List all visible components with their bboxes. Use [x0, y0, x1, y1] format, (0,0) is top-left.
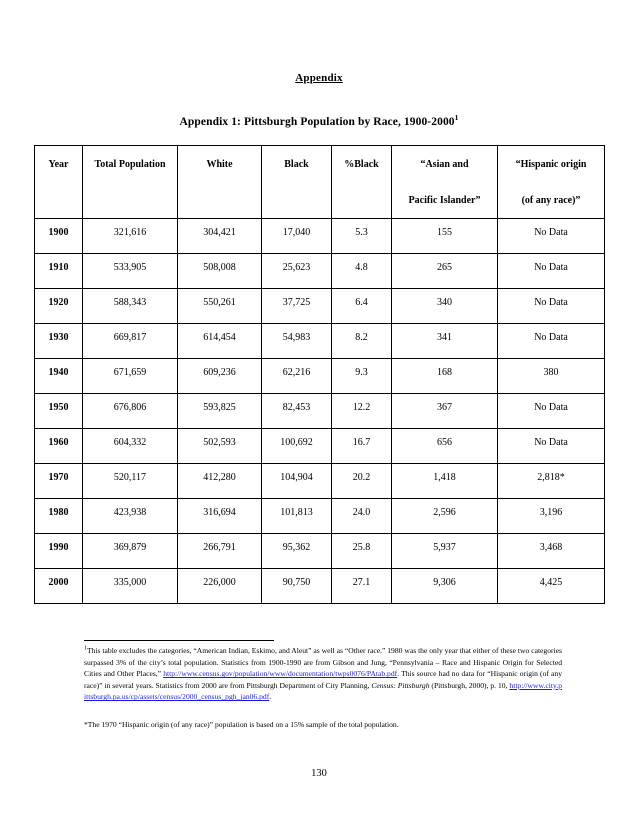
column-header-year-line1: Year — [48, 159, 69, 170]
cell-total-population: 321,616 — [83, 219, 178, 254]
footnote-part-2: . This source had no data for “Hispanic origin (of any race)” in several years. Statistics from 2000 are from Pittsburgh Department of City Planning, — [84, 669, 562, 690]
cell-white: 226,000 — [178, 569, 262, 604]
cell-hispanic-origin: 3,196 — [498, 499, 605, 534]
cell-white: 550,261 — [178, 289, 262, 324]
column-header-asian-pacific-islander — [392, 146, 498, 219]
cell-black: 90,750 — [262, 569, 332, 604]
footnote-part-4: . — [269, 692, 272, 702]
cell-year: 1960 — [35, 429, 83, 464]
footnote-area — [84, 640, 562, 731]
cell-year: 1900 — [35, 219, 83, 254]
cell-percent-black: 6.4 — [332, 289, 392, 324]
cell-hispanic-origin: No Data — [498, 219, 605, 254]
cell-hispanic-origin: 2,818* — [498, 464, 605, 499]
column-header-hispanic-line2: (of any race)” — [521, 195, 581, 206]
cell-asian-pacific-islander: 5,937 — [392, 534, 498, 569]
cell-asian-pacific-islander: 1,418 — [392, 464, 498, 499]
cell-year: 1940 — [35, 359, 83, 394]
table-row — [35, 429, 605, 464]
table-header — [35, 146, 605, 219]
cell-total-population: 676,806 — [83, 394, 178, 429]
cell-year: 1970 — [35, 464, 83, 499]
cell-total-population: 671,659 — [83, 359, 178, 394]
column-header-percent-black-line1: %Black — [344, 159, 379, 170]
column-header-percent-black — [332, 146, 392, 219]
cell-year: 2000 — [35, 569, 83, 604]
cell-hispanic-origin: No Data — [498, 289, 605, 324]
population-table-wrapper — [34, 145, 604, 604]
cell-year: 1920 — [35, 289, 83, 324]
footnote-separator — [84, 640, 274, 641]
cell-hispanic-origin: No Data — [498, 324, 605, 359]
cell-black: 82,453 — [262, 394, 332, 429]
column-header-total-population — [83, 146, 178, 219]
table-row — [35, 534, 605, 569]
cell-total-population: 335,000 — [83, 569, 178, 604]
cell-hispanic-origin: No Data — [498, 429, 605, 464]
cell-black: 17,040 — [262, 219, 332, 254]
cell-year: 1980 — [35, 499, 83, 534]
cell-hispanic-origin: 3,468 — [498, 534, 605, 569]
column-header-asian-line2: Pacific Islander” — [408, 195, 481, 206]
table-row — [35, 254, 605, 289]
table-row — [35, 289, 605, 324]
table-row — [35, 359, 605, 394]
cell-percent-black: 5.3 — [332, 219, 392, 254]
cell-white: 412,280 — [178, 464, 262, 499]
cell-asian-pacific-islander: 341 — [392, 324, 498, 359]
footnote-link-census[interactable]: http://www.census.gov/population/www/documentation/twps0076/PAtab.pdf — [163, 669, 398, 679]
cell-asian-pacific-islander: 155 — [392, 219, 498, 254]
cell-total-population: 369,879 — [83, 534, 178, 569]
page-number: 130 — [311, 768, 327, 779]
cell-black: 104,904 — [262, 464, 332, 499]
cell-total-population: 588,343 — [83, 289, 178, 324]
cell-white: 502,593 — [178, 429, 262, 464]
footnote-part-3: (Pittsburgh, 2000), p. 10, — [429, 680, 510, 690]
cell-percent-black: 27.1 — [332, 569, 392, 604]
cell-black: 101,813 — [262, 499, 332, 534]
cell-percent-black: 8.2 — [332, 324, 392, 359]
cell-percent-black: 20.2 — [332, 464, 392, 499]
table-row — [35, 324, 605, 359]
cell-total-population: 669,817 — [83, 324, 178, 359]
cell-year: 1910 — [35, 254, 83, 289]
cell-asian-pacific-islander: 367 — [392, 394, 498, 429]
table-header-row — [35, 146, 605, 219]
cell-total-population: 520,117 — [83, 464, 178, 499]
table-row — [35, 569, 605, 604]
cell-asian-pacific-islander: 265 — [392, 254, 498, 289]
cell-percent-black: 12.2 — [332, 394, 392, 429]
cell-asian-pacific-islander: 168 — [392, 359, 498, 394]
table-row — [35, 219, 605, 254]
cell-black: 95,362 — [262, 534, 332, 569]
cell-hispanic-origin: No Data — [498, 254, 605, 289]
cell-asian-pacific-islander: 2,596 — [392, 499, 498, 534]
cell-white: 266,791 — [178, 534, 262, 569]
cell-asian-pacific-islander: 9,306 — [392, 569, 498, 604]
column-header-black — [262, 146, 332, 219]
table-caption — [0, 84, 638, 128]
page-title: Appendix — [295, 72, 343, 84]
cell-black: 100,692 — [262, 429, 332, 464]
cell-black: 54,983 — [262, 324, 332, 359]
cell-year: 1990 — [35, 534, 83, 569]
caption-footnote-marker: 1 — [454, 113, 459, 123]
cell-year: 1930 — [35, 324, 83, 359]
cell-white: 614,454 — [178, 324, 262, 359]
cell-hispanic-origin: 380 — [498, 359, 605, 394]
cell-black: 37,725 — [262, 289, 332, 324]
column-header-asian-line1: “Asian and — [420, 159, 469, 170]
column-header-hispanic-origin — [498, 146, 605, 219]
table-row — [35, 499, 605, 534]
table-row — [35, 394, 605, 429]
table-row — [35, 464, 605, 499]
footnote-part-1: This table excludes the categories, “American Indian, Eskimo, and Aleut” as well as “Other race.” 1980 was the only year that either of these two categories surpassed 3% of the city’s total population. Statistics from 1900-1990 are from Gibson and Jung, “Pennsylvania – Race and Hispanic Origin for Selected Cities and Other Places,” — [84, 646, 562, 679]
cell-total-population: 423,938 — [83, 499, 178, 534]
column-header-white-line1: White — [206, 159, 233, 170]
cell-white: 304,421 — [178, 219, 262, 254]
cell-percent-black: 16.7 — [332, 429, 392, 464]
column-header-white — [178, 146, 262, 219]
cell-percent-black: 9.3 — [332, 359, 392, 394]
footnote-italic-title: Census: Pittsburgh — [371, 680, 430, 690]
cell-percent-black: 25.8 — [332, 534, 392, 569]
cell-white: 508,008 — [178, 254, 262, 289]
cell-hispanic-origin: No Data — [498, 394, 605, 429]
cell-asian-pacific-islander: 340 — [392, 289, 498, 324]
cell-white: 316,694 — [178, 499, 262, 534]
cell-year: 1950 — [35, 394, 83, 429]
cell-percent-black: 4.8 — [332, 254, 392, 289]
cell-black: 25,623 — [262, 254, 332, 289]
cell-total-population: 533,905 — [83, 254, 178, 289]
asterisk-note: *The 1970 “Hispanic origin (of any race)” population is based on a 15% sample of the total population. — [84, 719, 399, 729]
cell-black: 62,216 — [262, 359, 332, 394]
cell-total-population: 604,332 — [83, 429, 178, 464]
cell-hispanic-origin: 4,425 — [498, 569, 605, 604]
footnote-text — [84, 645, 562, 703]
table-caption-text: Appendix 1: Pittsburgh Population by Race, 1900-2000 — [179, 116, 455, 128]
column-header-total-population-line1: Total Population — [94, 159, 166, 170]
column-header-hispanic-line1: “Hispanic origin — [515, 159, 587, 170]
cell-percent-black: 24.0 — [332, 499, 392, 534]
population-table — [34, 145, 605, 604]
column-header-black-line1: Black — [284, 159, 309, 170]
column-header-year — [35, 146, 83, 219]
cell-white: 593,825 — [178, 394, 262, 429]
footnote-link-city-pittsburgh[interactable]: http://www.city.pittsburgh.pa.us/cp/assets/census/2000_census_pgh_jan06.pdf — [84, 680, 562, 702]
cell-white: 609,236 — [178, 359, 262, 394]
footnote-marker: 1 — [84, 645, 87, 652]
table-body — [35, 219, 605, 604]
cell-asian-pacific-islander: 656 — [392, 429, 498, 464]
